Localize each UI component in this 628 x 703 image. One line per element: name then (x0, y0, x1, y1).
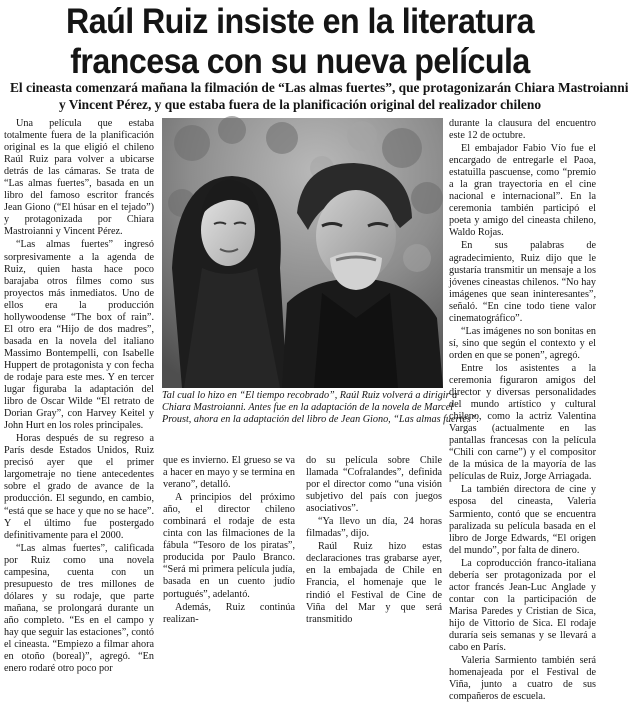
paragraph: En sus palabras de agradecimiento, Ruiz dijo que le gustaría transmitir un mensaje a los jóvenes cineastas chilenos. “No hay imágenes que sean ininteresantes”, señaló. “En cine todo tiene valor cinematográfico”. (449, 240, 596, 324)
paragraph: Además, Ruiz continúa realizan- (163, 601, 295, 625)
paragraph: “Ya llevo un día, 24 horas filmadas”, dijo. (306, 516, 442, 540)
news-photo (162, 118, 443, 388)
article-column-4 (449, 118, 596, 703)
deck-subtitle (10, 79, 628, 113)
article-column-3 (306, 455, 442, 625)
caption-line-3: Proust, ahora en la adaptación del libro de Jean Giono, “Las almas fuertes”. (162, 414, 480, 425)
paragraph: que es invierno. El grueso se va a hacer en mayo y se termina en verano”, detalló. (163, 455, 295, 491)
paragraph: “Las imágenes no son bonitas en sí, sino que según el contexto y el orden en que se ponen”, agregó. (449, 325, 596, 361)
paragraph: Valeria Sarmiento también será homenajeada por el Festival de Viña, junto a cuatro de sus compañeros de escuela. (449, 655, 596, 703)
paragraph: do su película sobre Chile llamada “Cofralandes”, definida por el director como “una visión subjetivo del país con juegos asociativos”. (306, 455, 442, 515)
article-column-2 (163, 455, 295, 625)
paragraph: “Las almas fuertes” ingresó sorpresivamente a la agenda de Ruiz, quien hasta hace poco barajaba otros filmes como sus proyectos más inmediatos. Uno de ellos era la producción hollywoodense “The box of rain”. El otro era “Hijo de dos madres”, basada en la novela del italiano Massimo Bontempelli, con Isabelle Huppert de protagonista y con fecha de rodaje para este mes. Y en tercer lugar figuraba la adaptación del libro de Oscar Wilde “El retrato de Dorian Gray”, con Harvey Keitel y John Hurt en los roles principales. (4, 239, 154, 432)
paragraph: Raúl Ruiz hizo estas declaraciones tras grabarse ayer, en la embajada de Chile en Francia, el homenaje que le rindió el Festival de Cine de Viña del Mar y que será transmitido (306, 541, 442, 625)
photo-illustration (162, 118, 443, 388)
paragraph: Entre los asistentes a la ceremonia figuraron amigos del director y diversas personalidades del mundo artístico y cultural chileno, como la actriz Valentina Vargas (actualmente en las pantallas francesas con la película “Chili con carne”) y el compositor de la música de la mayoría de las películas de Ruiz, Jorge Arriagada. (449, 362, 596, 483)
paragraph: El embajador Fabio Vío fue el encargado de entregarle el Paoa, estatuilla pascuense, como “premio a la gran trayectoria en el cine nacional e internacional”. En la ceremonia también participó el poeta y amigo del cineasta chileno, Waldo Rojas. (449, 143, 596, 239)
headline (24, 2, 576, 82)
headline-line-1: Raúl Ruiz insiste en la literatura (66, 2, 534, 41)
paragraph: “Las almas fuertes”, calificada por Ruiz como una novela campesina, cuenta con un presupuesto de tres millones de dólares y su rodaje, que parte mañana, se prolongará durante un año completo. “Es en el campo y hay que seguir las estaciones”, contó el cineasta. “Empiezo a filmar ahora en otoño (boreal)”, agregó. “En enero rodaré otro poco por (4, 542, 154, 675)
article-column-1 (4, 118, 154, 675)
deck-line-2: y Vincent Pérez, y que estaba fuera de la planificación original del realizador chileno (58, 97, 542, 112)
paragraph: Horas después de su regreso a París desde Estados Unidos, Ruiz precisó ayer que el primer largometraje no tiene antecedentes sobre el grado de avance de la producción. El segundo, en cambio, “está que se hace y que no se hace”. Y el último fue postergado definitivamente para el 2000. (4, 433, 154, 541)
paragraph: La también directora de cine y esposa del cineasta, Valeria Sarmiento, contó que se encuentra paralizada su película basada en el libro de Jorge Edwards, “El origen del mundo”, por falta de dinero. (449, 484, 596, 556)
paragraph: La coproducción franco-italiana debería ser protagonizada por el actor francés Jean-Luc Anglade y contar con la participación de Marisa Paredes y Cristian de Sica, hijo de Vittorio de Sica. El rodaje duraría seis semanas y se llevará a cabo en París. (449, 557, 596, 654)
paragraph: Una película que estaba totalmente fuera de la planificación original es la que eligió el chileno Raúl Ruiz para volver a ubicarse detrás de las cámaras. Se trata de “Las almas fuertes”, basada en un libro del famoso escritor francés Jean Giono (“El húsar en el tejado”) y protagonizada por Chiara Mastroianni y Vincent Pérez. (4, 118, 154, 238)
paragraph: A principios del próximo año, el director chileno combinará el rodaje de esta cinta con las filmaciones de la fábula “Tesoro de los piratas”, producida por Paulo Branco. “Será mi primera película judía, basada en un cuento judío portugués”, adelantó. (163, 492, 295, 600)
photo-caption (162, 390, 480, 426)
headline-line-2: francesa con su nueva película (70, 42, 530, 81)
caption-line-2: Chiara Mastroianni. Antes fue en la adaptación de la novela de Marcel (162, 402, 454, 413)
caption-line-1: Tal cual lo hizo en “El tiempo recobrado”, Raúl Ruiz volverá a dirigir a (162, 390, 458, 401)
paragraph: durante la clausura del encuentro este 12 de octubre. (449, 118, 596, 142)
deck-line-1: El cineasta comenzará mañana la filmación de “Las almas fuertes”, que protagonizarán Chiara Mastroianni (10, 80, 628, 95)
